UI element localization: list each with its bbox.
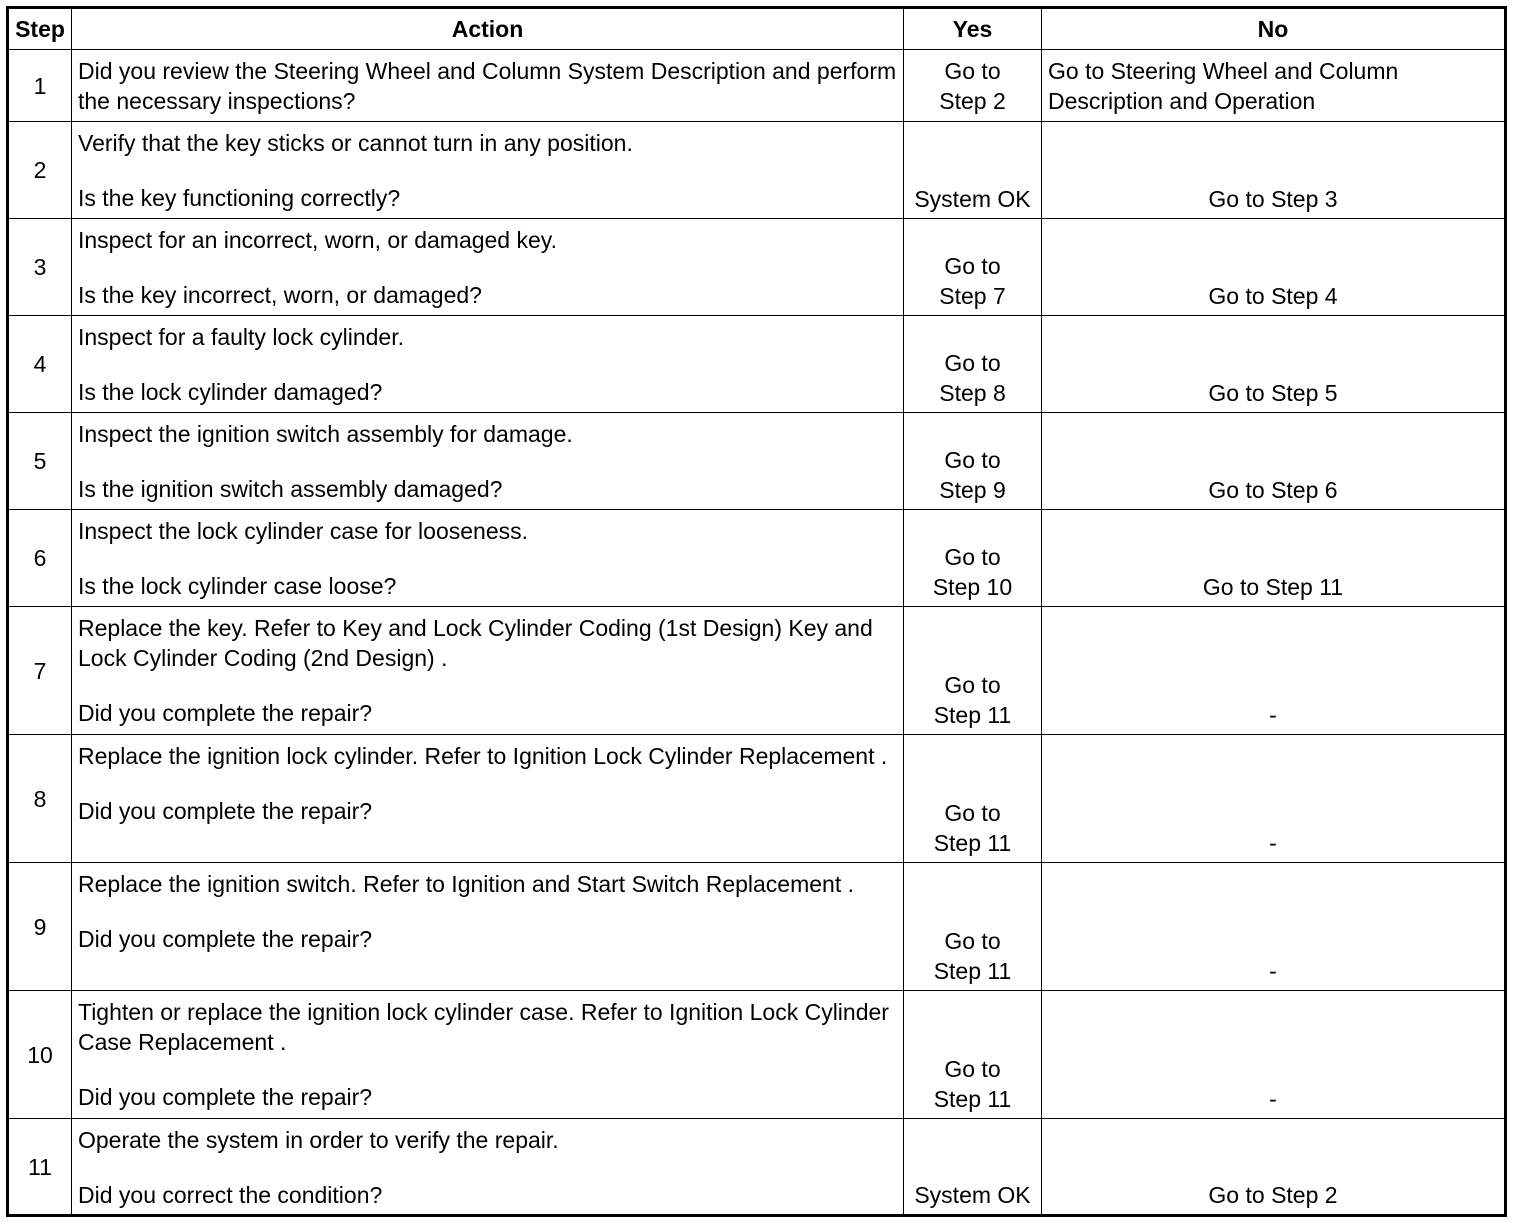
step-number: 11 [8,1119,72,1216]
yes-line: Step 7 [939,283,1006,309]
yes-cell [904,607,1042,735]
step-number: 1 [8,50,72,122]
yes-cell [904,50,1042,122]
action-cell [72,316,904,413]
action-cell [72,991,904,1119]
yes-line: Step 11 [933,958,1012,984]
yes-cell [904,863,1042,991]
no-cell: Go to Step 4 [1042,219,1506,316]
action-instruction: Inspect for an incorrect, worn, or damaged key. [78,227,557,253]
header-step: Step [8,8,72,50]
yes-cell [904,510,1042,607]
action-instruction: Replace the ignition lock cylinder. Refer to Ignition Lock Cylinder Replacement . [78,743,888,769]
no-cell: Go to Step 5 [1042,316,1506,413]
yes-cell [904,316,1042,413]
header-no: No [1042,8,1506,50]
action-instruction: Replace the key. Refer to Key and Lock Cylinder Coding (1st Design) Key and Lock Cylinder Coding (2nd Design) . [78,615,873,671]
action-cell [72,607,904,735]
table-row [8,735,1506,863]
step-number: 2 [8,122,72,219]
table-row [8,413,1506,510]
table-header-row [8,8,1506,50]
step-number: 4 [8,316,72,413]
action-cell [72,1119,904,1216]
action-cell [72,50,904,122]
step-number: 10 [8,991,72,1119]
yes-line: System OK [914,186,1031,212]
no-cell: - [1042,607,1506,735]
no-cell: Go to Step 2 [1042,1119,1506,1216]
no-cell: Go to Steering Wheel and Column Description and Operation [1042,50,1506,122]
action-instruction: Inspect the lock cylinder case for looseness. [78,518,529,544]
yes-line: Step 2 [939,88,1006,114]
yes-line: Step 11 [933,702,1012,728]
action-instruction: Inspect the ignition switch assembly for damage. [78,421,573,447]
table-row [8,122,1506,219]
action-question: Is the key functioning correctly? [78,185,401,211]
action-question: Did you complete the repair? [78,798,373,824]
no-cell: - [1042,735,1506,863]
yes-cell [904,413,1042,510]
no-cell: Go to Step 3 [1042,122,1506,219]
yes-line: Go to [944,544,1001,570]
yes-cell [904,122,1042,219]
action-question: Is the ignition switch assembly damaged? [78,476,503,502]
step-number: 3 [8,219,72,316]
yes-line: Step 9 [939,477,1006,503]
table-row [8,607,1506,735]
step-number: 7 [8,607,72,735]
action-cell [72,122,904,219]
no-cell: - [1042,991,1506,1119]
yes-line: Go to [944,928,1001,954]
table-row [8,991,1506,1119]
action-instruction: Verify that the key sticks or cannot turn in any position. [78,130,633,156]
step-number: 6 [8,510,72,607]
action-question: Did you correct the condition? [78,1182,383,1208]
action-cell [72,863,904,991]
header-yes: Yes [904,8,1042,50]
table-row [8,1119,1506,1216]
step-number: 8 [8,735,72,863]
action-question: Did you complete the repair? [78,926,373,952]
header-action: Action [72,8,904,50]
action-question: Is the lock cylinder damaged? [78,379,383,405]
no-cell: - [1042,863,1506,991]
yes-line: Step 8 [939,380,1006,406]
table-row [8,863,1506,991]
action-instruction: Inspect for a faulty lock cylinder. [78,324,404,350]
action-cell [72,735,904,863]
yes-line: Step 11 [933,830,1012,856]
table-row [8,50,1506,122]
action-instruction: Tighten or replace the ignition lock cylinder case. Refer to Ignition Lock Cylinder Case Replacement . [78,999,889,1055]
yes-line: Go to [944,1056,1001,1082]
yes-line: System OK [914,1182,1031,1208]
yes-line: Step 10 [932,574,1013,600]
table-row [8,316,1506,413]
yes-line: Go to [944,672,1001,698]
yes-cell [904,1119,1042,1216]
yes-line: Step 11 [933,1086,1012,1112]
yes-cell [904,219,1042,316]
diagnostic-table [6,6,1507,1217]
no-cell: Go to Step 11 [1042,510,1506,607]
action-cell [72,219,904,316]
table-row [8,510,1506,607]
no-cell: Go to Step 6 [1042,413,1506,510]
action-instruction: Replace the ignition switch. Refer to Ignition and Start Switch Replacement . [78,871,855,897]
action-cell [72,510,904,607]
yes-line: Go to [944,253,1001,279]
action-cell [72,413,904,510]
action-question: Did you complete the repair? [78,1084,373,1110]
action-instruction: Did you review the Steering Wheel and Column System Description and perform the necessary inspections? [78,58,897,114]
yes-line: Go to [944,800,1001,826]
table-row [8,219,1506,316]
action-question: Is the lock cylinder case loose? [78,573,397,599]
yes-line: Go to [944,447,1001,473]
action-question: Did you complete the repair? [78,700,373,726]
yes-cell [904,991,1042,1119]
step-number: 9 [8,863,72,991]
action-question: Is the key incorrect, worn, or damaged? [78,282,482,308]
step-number: 5 [8,413,72,510]
action-instruction: Operate the system in order to verify the repair. [78,1127,559,1153]
yes-line: Go to [944,350,1001,376]
yes-cell [904,735,1042,863]
yes-line: Go to [944,58,1001,84]
